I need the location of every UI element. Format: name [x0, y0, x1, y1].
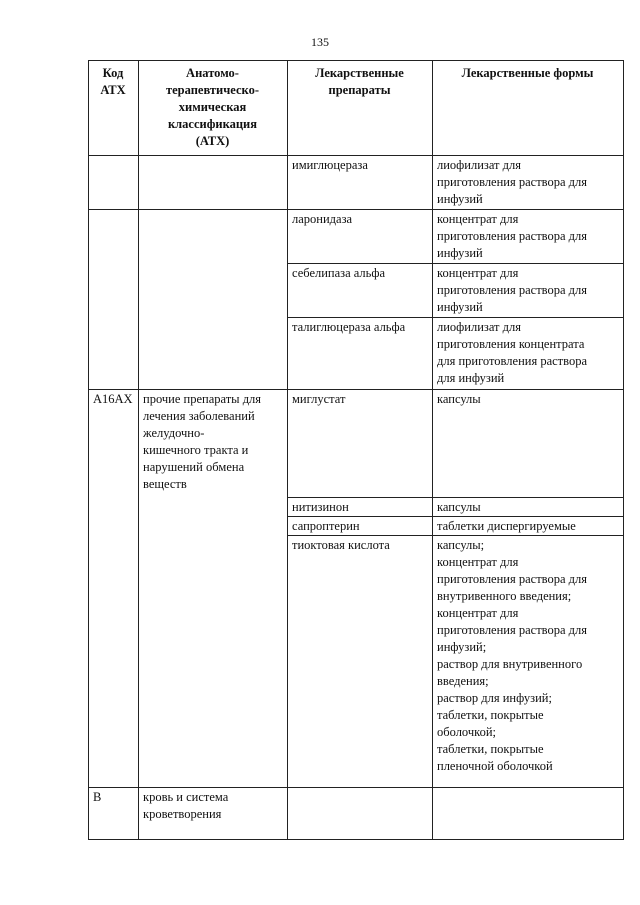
- atx-table: [88, 60, 624, 840]
- table-row: [89, 788, 624, 840]
- cell-code: [89, 210, 139, 390]
- table-row: [89, 156, 624, 210]
- cell-drug: тиоктовая кислота: [288, 536, 433, 788]
- cell-form: концентрат для приготовления раствора для инфузий: [433, 210, 624, 264]
- cell-drug: ларонидаза: [288, 210, 433, 264]
- cell-drug: сапроптерин: [288, 517, 433, 536]
- cell-form: лиофилизат для приготовления концентрата для приготовления раствора для инфузий: [433, 318, 624, 390]
- page-number: 135: [311, 35, 329, 49]
- cell-drug: нитизинон: [288, 498, 433, 517]
- table-row: [89, 390, 624, 498]
- cell-form: капсулы: [433, 498, 624, 517]
- cell-form: капсулы: [433, 390, 624, 498]
- cell-classification: [139, 210, 288, 390]
- header-code: Код АТХ: [89, 61, 139, 156]
- cell-classification: кровь и система кроветворения: [139, 788, 288, 840]
- cell-form: [433, 788, 624, 840]
- header-drugs: Лекарственные препараты: [288, 61, 433, 156]
- cell-form: таблетки диспергируемые: [433, 517, 624, 536]
- cell-drug: [288, 788, 433, 840]
- cell-drug: миглустат: [288, 390, 433, 498]
- cell-code: [89, 156, 139, 210]
- cell-code: A16AX: [89, 390, 139, 788]
- cell-classification: [139, 156, 288, 210]
- header-forms: Лекарственные формы: [433, 61, 624, 156]
- cell-drug: себелипаза альфа: [288, 264, 433, 318]
- cell-form: концентрат для приготовления раствора для инфузий: [433, 264, 624, 318]
- cell-form: лиофилизат для приготовления раствора для инфузий: [433, 156, 624, 210]
- cell-classification: прочие препараты для лечения заболеваний желудочно- кишечного тракта и нарушений обмена веществ: [139, 390, 288, 788]
- cell-drug: имиглюцераза: [288, 156, 433, 210]
- cell-drug: талиглюцераза альфа: [288, 318, 433, 390]
- cell-form: капсулы; концентрат для приготовления раствора для внутривенного введения; концентрат для приготовления раствора для инфузий; раствор для внутривенного введения; раствор для инфузий; таблетки, покрытые оболочкой; таблетки, покрытые пленочной оболочкой: [433, 536, 624, 788]
- header-classification: Анатомо- терапевтическо- химическая классификация (АТХ): [139, 61, 288, 156]
- table-header-row: [89, 61, 624, 156]
- cell-code: B: [89, 788, 139, 840]
- table-row: [89, 210, 624, 264]
